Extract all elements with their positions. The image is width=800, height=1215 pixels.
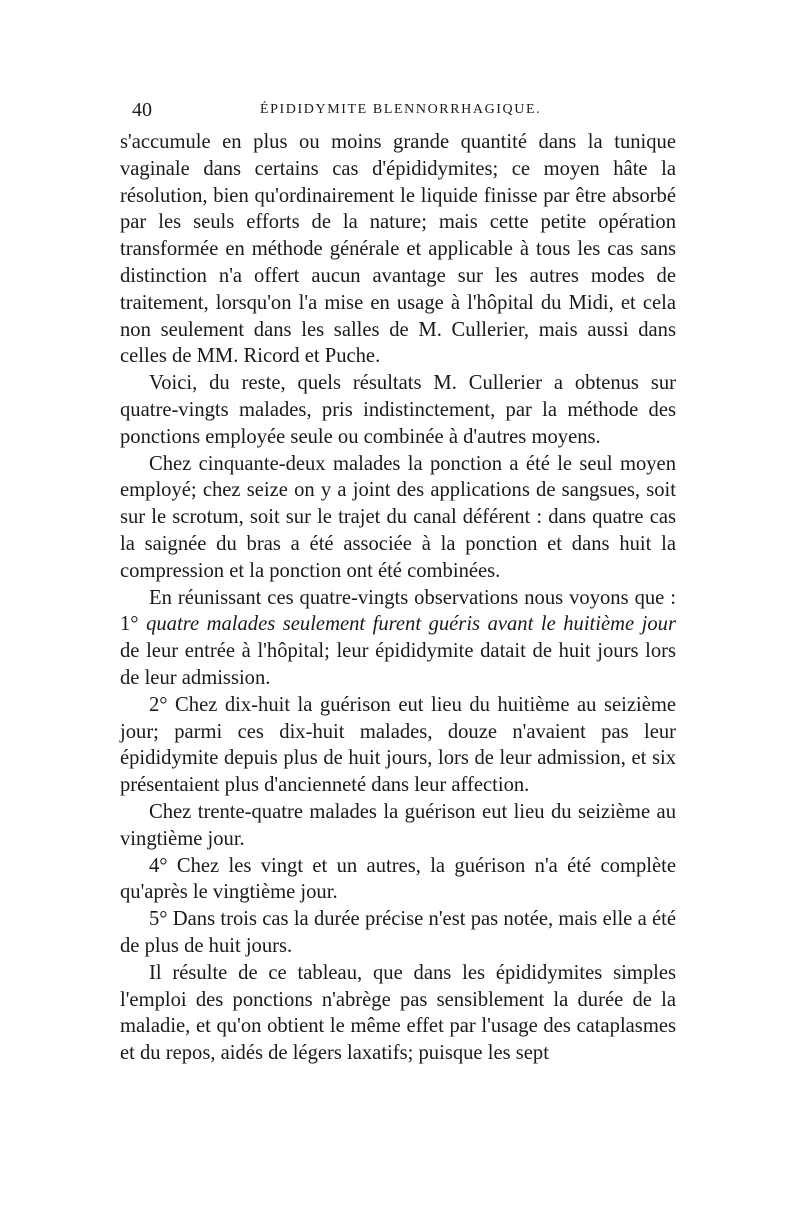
paragraph-9: Il résulte de ce tableau, que dans les épididymites simples l'emploi des ponctions n'abrège pas sensiblement la durée de la maladie, et qu'on obtient le même effet par l'usage des cataplasmes et du repos, aidés de légers laxatifs; puisque les sept	[120, 961, 676, 1065]
paragraph-6: Chez trente-quatre malades la guérison eut lieu du seizième au vingtième jour.	[120, 800, 676, 850]
paragraph-4	[120, 585, 676, 692]
paragraph-2: Voici, du reste, quels résultats M. Cullerier a obtenus sur quatre-vingts malades, pris indistinctement, par la méthode des ponctions employée seule ou combinée à d'autres moyens.	[120, 372, 676, 448]
paragraph-1: s'accumule en plus ou moins grande quantité dans la tunique vaginale dans certains cas d'épididymites; ce moyen hâte la résolution, bien qu'ordinairement le liquide finisse par être absorbé par les seuls efforts de la nature; mais cette petite opération transformée en méthode générale et applicable à tous les cas sans distinction n'a offert aucun avantage sur les autres modes de traitement, lorsqu'on l'a mise en usage à l'hôpital du Midi, et cela non seulement dans les salles de M. Cullerier, mais aussi dans celles de MM. Ricord et Puche.	[120, 131, 676, 368]
page-number: 40	[132, 99, 152, 121]
paragraph-4-intro: En réunissant ces quatre-vingts observations nous voyons que : 1°	[120, 586, 676, 636]
paragraph-4-rest: de leur entrée à l'hôpital; leur épididymite datait de huit jours lors de leur admission.	[120, 640, 676, 689]
paragraph-4-emphasis: quatre malades seulement furent guéris avant le huitième jour	[146, 613, 676, 636]
paragraph-3: Chez cinquante-deux malades la ponction a été le seul moyen employé; chez seize on y a joint des applications de sangsues, soit sur le scrotum, soit sur le trajet du canal déférent : dans quatre cas la saignée du bras a été associée à la ponction et dans huit la compression et la ponction ont été combinées.	[120, 452, 676, 582]
body-text	[120, 129, 676, 1067]
paragraph-5: 2° Chez dix-huit la guérison eut lieu du huitième au seizième jour; parmi ces dix-huit malades, douze n'avaient pas leur épididymite depuis plus de huit jours, lors de leur admission, et six présentaient plus d'ancienneté dans leur affection.	[120, 693, 676, 797]
running-head	[120, 95, 676, 125]
paragraph-8: 5° Dans trois cas la durée précise n'est pas notée, mais elle a été de plus de huit jours.	[120, 908, 676, 957]
book-page	[120, 95, 676, 1067]
paragraph-7: 4° Chez les vingt et un autres, la guérison n'a été complète qu'après le vingtième jour.	[120, 854, 676, 904]
running-title: ÉPIDIDYMITE BLENNORRHAGIQUE.	[260, 102, 542, 117]
